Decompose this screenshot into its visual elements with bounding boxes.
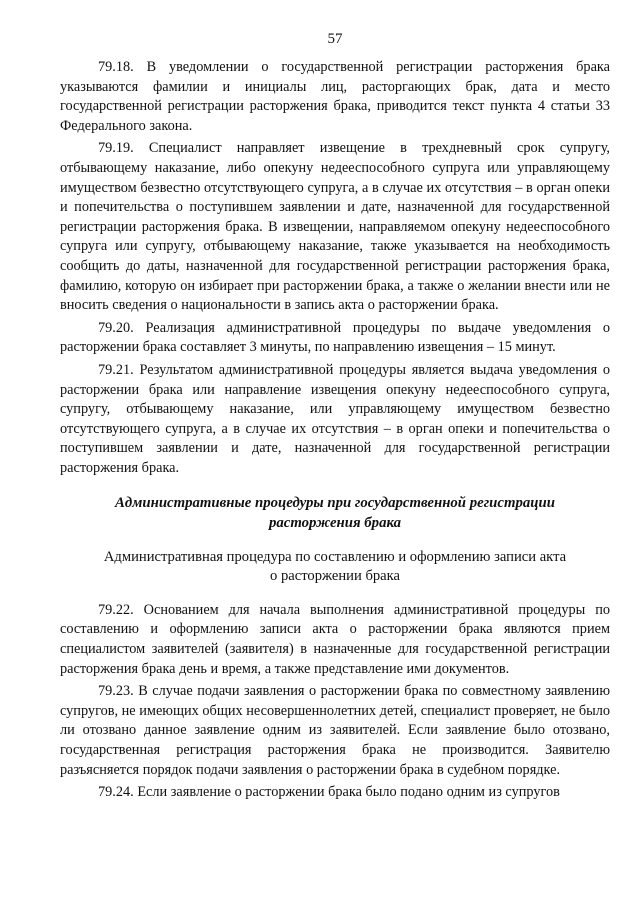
subsection-heading-line-1: Административная процедура по составлению и оформлению записи акта — [103, 548, 567, 565]
subsection-heading-line-2: о расторжении брака — [270, 568, 400, 585]
paragraph-79-18: 79.18. В уведомлении о государственной регистрации расторжения брака указываются фамилии и инициалы лиц, расторгающих брак, дата и место государственной регистрации расторжения брака, приводится текст пункта 4 статьи 33 Федерального закона. — [60, 59, 610, 134]
page-number: 57 — [327, 31, 343, 47]
paragraph-79-23: 79.23. В случае подачи заявления о расторжении брака по совместному заявлению супругов, не имеющих общих несовершеннолетних детей, специалист проверяет, не было ли отозвано данное заявление одним из заявителей. Если заявление было отозвано, государственная регистрация расторжения брака не производится. Заявителю разъясняется порядок подачи заявления о расторжении брака в судебном порядке. — [60, 683, 610, 778]
paragraph-79-20: 79.20. Реализация административной процедуры по выдаче уведомления о расторжении брака составляет 3 минуты, по направлению извещения – 15 минут. — [60, 319, 610, 356]
subsection-heading — [60, 548, 610, 587]
section-heading-line-2: расторжения брака — [268, 515, 402, 532]
paragraph-79-24: 79.24. Если заявление о расторжении брака было подано одним из супругов — [98, 784, 560, 801]
paragraph-79-22: 79.22. Основанием для начала выполнения административной процедуры по составлению и оформлению записи акта о расторжении брака являются прием специалистом заявителей (заявителя) в назначенные для государственной регистрации расторжения брака день и время, а также представление ими документов. — [60, 601, 610, 677]
document-page — [60, 30, 610, 806]
section-heading — [60, 494, 610, 533]
section-heading-line-1: Административные процедуры при государственной регистрации — [115, 495, 555, 512]
paragraph-79-21: 79.21. Результатом административной процедуры является выдача уведомления о расторжении брака или направление извещения опекуну недееспособного супруга, супругу, отбывающему наказание, или управляющему имуществом безвестно отсутствующего супруга, а в случае их отсутствия – в орган опеки и попечительства о поступившем заявлении и дате, назначенной для государственной регистрации расторжения брака. — [60, 361, 610, 476]
paragraph-79-19: 79.19. Специалист направляет извещение в трехдневный срок супругу, отбывающему наказание, либо опекуну недееспособного супруга или управляющему имуществом безвестно отсутствующего супруга, а в случае их отсутствия – в орган опеки и попечительства о поступившем заявлении и дате, назначенной для государственной регистрации расторжения брака. В извещении, направляемом опекуну недееспособного супруга или супругу, отбывающему наказание, также указывается на необходимость сообщить до даты, назначенной для государственной регистрации расторжения брака, фамилию, которую он избирает при расторжении брака, а также о желании внести или не вносить сведения о национальности в запись акта о расторжении брака. — [60, 140, 610, 314]
